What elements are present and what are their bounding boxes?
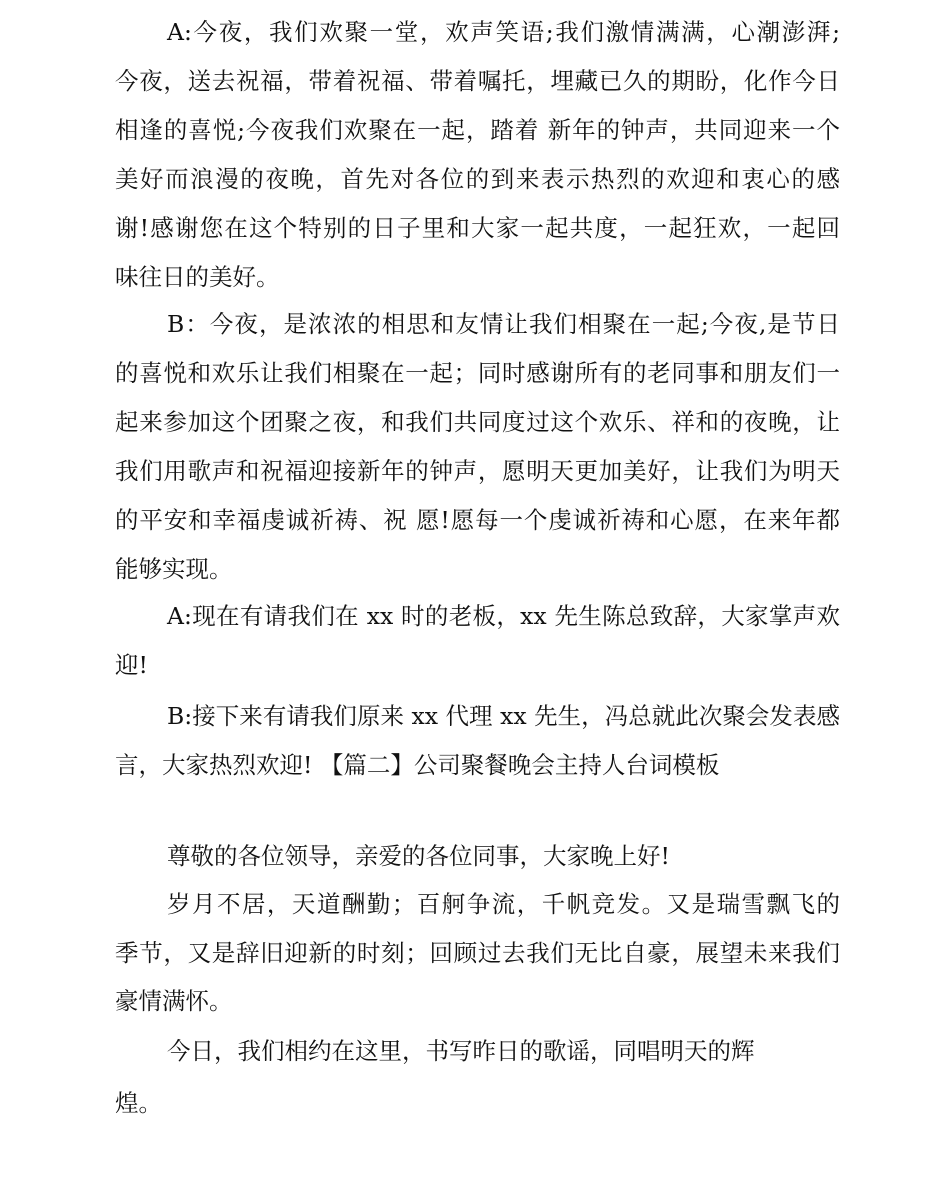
paragraph-line: 的平安和幸福虔诚祈祷、祝 愿!愿每一个虔诚祈祷和心愿，在来年都 bbox=[115, 506, 840, 534]
paragraph-line: 的喜悦和欢乐让我们相聚在一起；同时感谢所有的老同事和朋友们一 bbox=[115, 359, 840, 387]
paragraph-line: 能够实现。 bbox=[115, 555, 233, 583]
paragraph-line: B：今夜，是浓浓的相思和友情让我们相聚在一起;今夜,是节日 bbox=[167, 310, 840, 338]
paragraph-line: 今日，我们相约在这里，书写昨日的歌谣，同唱明天的辉 bbox=[167, 1037, 755, 1065]
paragraph-line: 豪情满怀。 bbox=[115, 987, 233, 1015]
paragraph-line: A:现在有请我们在 xx 时的老板，xx 先生陈总致辞，大家掌声欢 bbox=[167, 602, 840, 630]
paragraph-line: 相逢的喜悦;今夜我们欢聚在一起，踏着 新年的钟声，共同迎来一个 bbox=[115, 116, 840, 144]
paragraph-line: 起来参加这个团聚之夜，和我们共同度过这个欢乐、祥和的夜晚，让 bbox=[115, 408, 840, 436]
paragraph-line: 尊敬的各位领导，亲爱的各位同事，大家晚上好! bbox=[167, 842, 670, 870]
paragraph-line: B:接下来有请我们原来 xx 代理 xx 先生，冯总就此次聚会发表感 bbox=[167, 702, 840, 730]
paragraph-line: A:今夜，我们欢聚一堂，欢声笑语;我们激情满满，心潮澎湃; bbox=[167, 18, 840, 46]
paragraph-line: 我们用歌声和祝福迎接新年的钟声，愿明天更加美好，让我们为明天 bbox=[115, 457, 840, 485]
paragraph-line: 美好而浪漫的夜晚，首先对各位的到来表示热烈的欢迎和衷心的感 bbox=[115, 165, 840, 193]
paragraph-line: 今夜，送去祝福，带着祝福、带着嘱托，埋藏已久的期盼，化作今日 bbox=[115, 67, 840, 95]
paragraph-line: 岁月不居，天道酬勤；百舸争流，千帆竞发。又是瑞雪飘飞的 bbox=[167, 890, 840, 918]
paragraph-line: 谢!感谢您在这个特别的日子里和大家一起共度，一起狂欢，一起回 bbox=[115, 214, 840, 242]
paragraph-line: 味往日的美好。 bbox=[115, 263, 280, 291]
paragraph-line: 迎! bbox=[115, 651, 148, 679]
paragraph-line: 煌。 bbox=[115, 1089, 162, 1117]
paragraph-line: 言，大家热烈欢迎! 【篇二】公司聚餐晚会主持人台词模板 bbox=[115, 751, 720, 779]
paragraph-line: 季节，又是辞旧迎新的时刻；回顾过去我们无比自豪，展望未来我们 bbox=[115, 939, 840, 967]
